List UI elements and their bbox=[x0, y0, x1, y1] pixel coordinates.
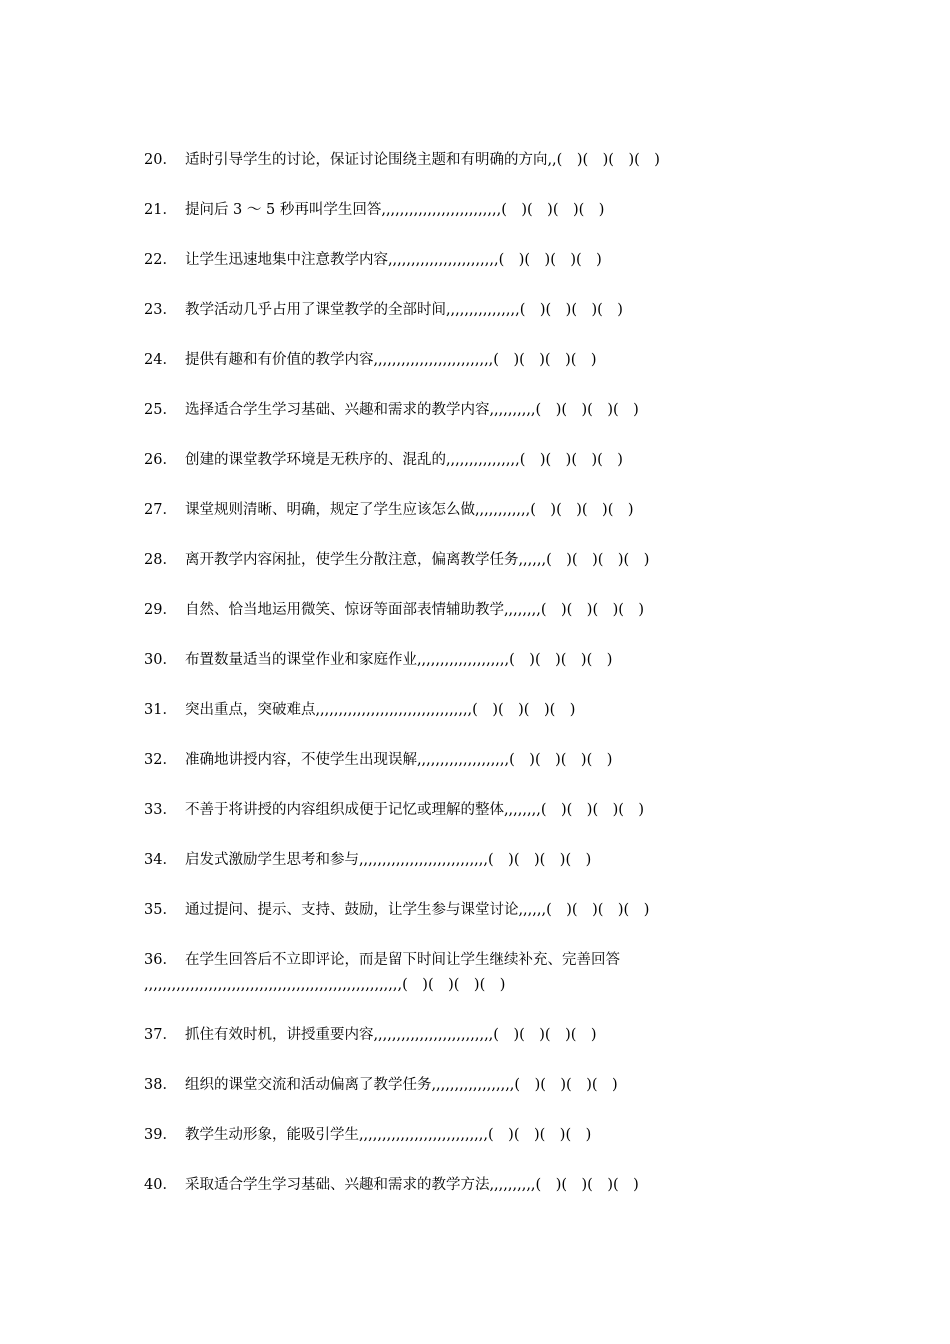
rating-brackets: ( )( )( )( ) bbox=[540, 802, 645, 818]
questionnaire-item bbox=[144, 248, 784, 273]
rating-brackets: ( )( )( )( ) bbox=[546, 902, 650, 918]
questionnaire-item bbox=[144, 948, 784, 998]
item-number: 38． bbox=[144, 1077, 177, 1093]
rating-brackets: ( )( )( )( ) bbox=[493, 352, 597, 368]
questionnaire-item bbox=[144, 648, 784, 673]
rating-brackets: ( )( )( )( ) bbox=[472, 702, 576, 718]
rating-brackets: ( )( )( )( ) bbox=[519, 302, 623, 318]
item-text: 课堂规则清晰、明确，规定了学生应该怎么做,,,,,,,,,,,, bbox=[184, 502, 531, 518]
rating-brackets: ( )( )( )( ) bbox=[498, 252, 602, 268]
item-number: 22． bbox=[144, 252, 177, 268]
item-number: 37． bbox=[144, 1027, 177, 1043]
item-text: 不善于将讲授的内容组织成便于记忆或理解的整体,,,,,,,, bbox=[184, 802, 541, 818]
item-number: 28． bbox=[144, 552, 177, 568]
item-text: 创建的课堂教学环境是无秩序的、混乱的,,,,,,,,,,,,,,,, bbox=[184, 452, 520, 468]
item-text: 选择适合学生学习基础、兴趣和需求的教学内容,,,,,,,,,, bbox=[184, 402, 536, 418]
rating-brackets: ( )( )( )( ) bbox=[519, 452, 623, 468]
item-number: 24． bbox=[144, 352, 177, 368]
item-text: 教学活动几乎占用了课堂教学的全部时间,,,,,,,,,,,,,,,, bbox=[184, 302, 520, 318]
item-text: 提问后 3 ～ 5 秒再叫学生回答,,,,,,,,,,,,,,,,,,,,,,,,,, bbox=[184, 202, 502, 218]
questionnaire-item bbox=[144, 848, 784, 873]
item-number: 39． bbox=[144, 1127, 177, 1143]
item-number: 34． bbox=[144, 852, 177, 868]
item-text: 离开教学内容闲扯，使学生分散注意，偏离教学任务,,,,,, bbox=[184, 552, 547, 568]
item-text: 组织的课堂交流和活动偏离了教学任务,,,,,,,,,,,,,,,,,, bbox=[184, 1077, 515, 1093]
questionnaire-item bbox=[144, 448, 784, 473]
rating-brackets: ( )( )( )( ) bbox=[546, 552, 650, 568]
questionnaire-item bbox=[144, 898, 784, 923]
item-text: 通过提问、提示、支持、鼓励，让学生参与课堂讨论,,,,,, bbox=[184, 902, 547, 918]
item-leader-dots: ,,,,,,,,,,,,,,,,,,,,,,,,,,,,,,,,,,,,,,,,,,,,,,,,,,,,,,,, bbox=[144, 977, 403, 993]
rating-brackets: ( )( )( )( ) bbox=[556, 152, 660, 168]
questionnaire-item bbox=[144, 548, 784, 573]
rating-brackets: ( )( )( )( ) bbox=[501, 202, 605, 218]
item-number: 20． bbox=[144, 152, 177, 168]
rating-brackets: ( )( )( )( ) bbox=[509, 752, 613, 768]
item-number: 25． bbox=[144, 402, 177, 418]
item-number: 36． bbox=[144, 952, 177, 968]
item-number: 33． bbox=[144, 802, 177, 818]
questionnaire-item bbox=[144, 1073, 784, 1098]
item-text: 自然、恰当地运用微笑、惊讶等面部表情辅助教学,,,,,,,, bbox=[184, 602, 541, 618]
rating-brackets: ( )( )( )( ) bbox=[514, 1077, 618, 1093]
item-text-continuation bbox=[144, 973, 784, 998]
item-number: 21． bbox=[144, 202, 177, 218]
item-text: 布置数量适当的课堂作业和家庭作业,,,,,,,,,,,,,,,,,,,, bbox=[184, 652, 510, 668]
rating-brackets: ( )( )( )( ) bbox=[535, 402, 639, 418]
rating-brackets: ( )( )( )( ) bbox=[493, 1027, 597, 1043]
item-text: 突出重点，突破难点,,,,,,,,,,,,,,,,,,,,,,,,,,,,,,,,,, bbox=[184, 702, 473, 718]
questionnaire-item bbox=[144, 298, 784, 323]
item-text: 适时引导学生的讨论，保证讨论围绕主题和有明确的方向,, bbox=[184, 152, 557, 168]
item-number: 23． bbox=[144, 302, 177, 318]
item-text: 让学生迅速地集中注意教学内容,,,,,,,,,,,,,,,,,,,,,,,, bbox=[184, 252, 499, 268]
rating-brackets: ( )( )( )( ) bbox=[535, 1177, 639, 1193]
item-text: 在学生回答后不立即评论，而是留下时间让学生继续补充、完善回答 bbox=[184, 952, 620, 968]
rating-brackets: ( )( )( )( ) bbox=[402, 977, 506, 993]
questionnaire-item bbox=[144, 748, 784, 773]
rating-brackets: ( )( )( )( ) bbox=[488, 852, 592, 868]
item-number: 26． bbox=[144, 452, 177, 468]
rating-brackets: ( )( )( )( ) bbox=[530, 502, 634, 518]
rating-brackets: ( )( )( )( ) bbox=[509, 652, 613, 668]
item-text: 启发式激励学生思考和参与,,,,,,,,,,,,,,,,,,,,,,,,,,,, bbox=[184, 852, 489, 868]
questionnaire-item bbox=[144, 698, 784, 723]
questionnaire-item bbox=[144, 198, 784, 223]
questionnaire-item bbox=[144, 498, 784, 523]
questionnaire-item bbox=[144, 1173, 784, 1198]
questionnaire-item bbox=[144, 398, 784, 423]
item-number: 31． bbox=[144, 702, 177, 718]
questionnaire-item bbox=[144, 348, 784, 373]
questionnaire-item bbox=[144, 1023, 784, 1048]
questionnaire-item-list bbox=[144, 148, 784, 1198]
item-text: 准确地讲授内容，不使学生出现误解,,,,,,,,,,,,,,,,,,,, bbox=[184, 752, 510, 768]
rating-brackets: ( )( )( )( ) bbox=[540, 602, 645, 618]
item-number: 27． bbox=[144, 502, 177, 518]
rating-brackets: ( )( )( )( ) bbox=[488, 1127, 592, 1143]
item-text: 采取适合学生学习基础、兴趣和需求的教学方法,,,,,,,,,, bbox=[184, 1177, 536, 1193]
item-number: 30． bbox=[144, 652, 177, 668]
item-number: 32． bbox=[144, 752, 177, 768]
item-number: 35． bbox=[144, 902, 177, 918]
questionnaire-item bbox=[144, 798, 784, 823]
item-text: 抓住有效时机，讲授重要内容,,,,,,,,,,,,,,,,,,,,,,,,,, bbox=[184, 1027, 494, 1043]
item-number: 29． bbox=[144, 602, 177, 618]
item-text: 提供有趣和有价值的教学内容,,,,,,,,,,,,,,,,,,,,,,,,,, bbox=[184, 352, 494, 368]
questionnaire-item bbox=[144, 1123, 784, 1148]
questionnaire-item bbox=[144, 598, 784, 623]
questionnaire-item bbox=[144, 148, 784, 173]
item-number: 40． bbox=[144, 1177, 177, 1193]
item-text: 教学生动形象，能吸引学生,,,,,,,,,,,,,,,,,,,,,,,,,,,, bbox=[184, 1127, 489, 1143]
